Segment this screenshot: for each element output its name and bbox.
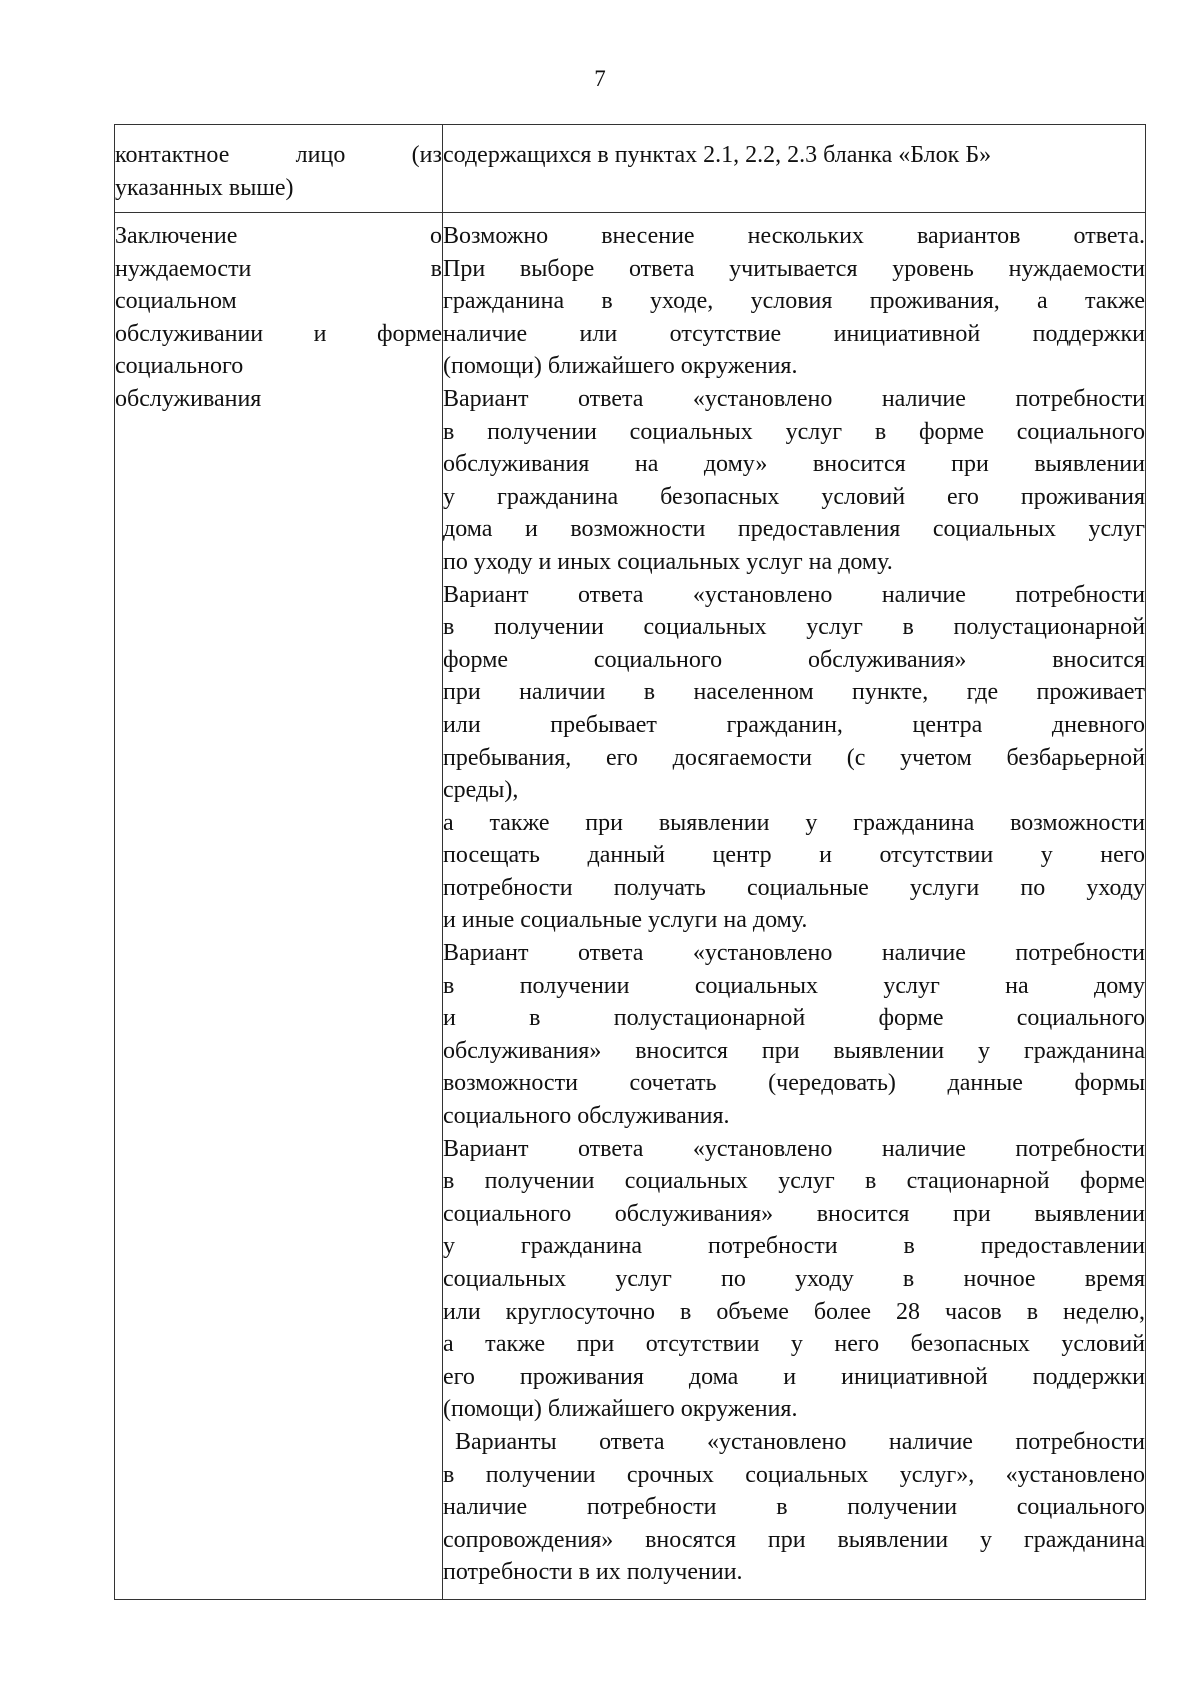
cell-line: при наличии в населенном пункте, где проживает bbox=[443, 679, 1145, 706]
cell-line: потребности в их получении. bbox=[443, 1559, 743, 1586]
row2-right-cell bbox=[443, 213, 1146, 1600]
cell-line: возможности сочетать (чередовать) данные формы bbox=[443, 1070, 1145, 1097]
cell-line: (помощи) ближайшего окружения. bbox=[443, 1396, 798, 1423]
cell-line: Вариант ответа «установлено наличие потребности bbox=[443, 581, 1145, 608]
cell-line: наличие потребности в получении социального bbox=[443, 1494, 1145, 1521]
cell-line: посещать данный центр и отсутствии у него bbox=[443, 842, 1145, 869]
cell-line: пребывания, его досягаемости (с учетом безбарьерной bbox=[443, 744, 1145, 771]
cell-line: в получении социальных услуг в полустационарной bbox=[443, 614, 1145, 641]
cell-line: Варианты ответа «установлено наличие потребности bbox=[455, 1428, 1145, 1455]
cell-line: у гражданина потребности в предоставлении bbox=[443, 1233, 1145, 1260]
cell-line: а также при отсутствии у него безопасных условий bbox=[443, 1331, 1145, 1358]
cell-line: Заключение о bbox=[115, 223, 442, 249]
cell-line: обслуживании и форме bbox=[115, 320, 442, 347]
cell-line: социальном bbox=[115, 288, 237, 315]
cell-line: форме социального обслуживания» вносится bbox=[443, 646, 1145, 673]
cell-line: и в полустационарной форме социального bbox=[443, 1005, 1145, 1032]
cell-line: социального bbox=[115, 353, 244, 380]
cell-line: или пребывает гражданин, центра дневного bbox=[443, 711, 1145, 738]
row1-left-cell bbox=[115, 125, 443, 213]
cell-line: потребности получать социальные услуги по уходу bbox=[443, 874, 1145, 901]
cell-line: дома и возможности предоставления социальных услуг bbox=[443, 516, 1145, 543]
row1-right-cell bbox=[443, 125, 1146, 213]
cell-line: социального обслуживания. bbox=[443, 1103, 730, 1130]
content-table bbox=[114, 124, 1146, 1600]
cell-line: указанных выше) bbox=[115, 174, 294, 201]
cell-line: сопровождения» вносятся при выявлении у гражданина bbox=[443, 1526, 1145, 1553]
cell-line: социального обслуживания» вносится при выявлении bbox=[443, 1200, 1145, 1227]
cell-line: контактное лицо (из bbox=[115, 142, 442, 168]
cell-line: содержащихся в пунктах 2.1, 2.2, 2.3 бланка «Блок Б» bbox=[443, 142, 992, 168]
cell-line: обслуживания bbox=[115, 385, 262, 412]
cell-line: Вариант ответа «установлено наличие потребности bbox=[443, 385, 1145, 412]
cell-line: у гражданина безопасных условий его проживания bbox=[443, 483, 1145, 510]
table-row bbox=[115, 125, 1146, 213]
cell-line: обслуживания» вносится при выявлении у гражданина bbox=[443, 1037, 1145, 1064]
table-row bbox=[115, 213, 1146, 1600]
cell-line: обслуживания на дому» вносится при выявлении bbox=[443, 451, 1145, 478]
cell-line: в получении социальных услуг в форме социального bbox=[443, 418, 1145, 445]
cell-line: или круглосуточно в объеме более 28 часов в неделю, bbox=[443, 1298, 1145, 1325]
cell-line: гражданина в уходе, условия проживания, а также bbox=[443, 288, 1145, 315]
cell-line: его проживания дома и инициативной поддержки bbox=[443, 1363, 1145, 1390]
page-number: 7 bbox=[594, 66, 606, 91]
cell-line: Вариант ответа «установлено наличие потребности bbox=[443, 1135, 1145, 1162]
cell-line: нуждаемости в bbox=[115, 255, 442, 282]
cell-line: наличие или отсутствие инициативной поддержки bbox=[443, 320, 1145, 347]
cell-line: по уходу и иных социальных услуг на дому. bbox=[443, 548, 893, 575]
cell-line: социальных услуг по уходу в ночное время bbox=[443, 1266, 1145, 1292]
cell-line: и иные социальные услуги на дому. bbox=[443, 907, 808, 934]
row2-left-cell bbox=[115, 213, 443, 1600]
cell-line: Возможно внесение нескольких вариантов ответа. bbox=[443, 223, 1145, 249]
cell-line: а также при выявлении у гражданина возможности bbox=[443, 809, 1145, 836]
cell-line: При выборе ответа учитывается уровень нуждаемости bbox=[443, 255, 1145, 282]
cell-line: в получении социальных услуг в стационарной форме bbox=[443, 1168, 1145, 1195]
cell-line: Вариант ответа «установлено наличие потребности bbox=[443, 940, 1145, 967]
cell-line: в получении срочных социальных услуг», «установлено bbox=[443, 1461, 1145, 1488]
cell-line: в получении социальных услуг на дому bbox=[443, 972, 1145, 999]
cell-line: (помощи) ближайшего окружения. bbox=[443, 353, 798, 380]
cell-line: среды), bbox=[443, 777, 519, 804]
